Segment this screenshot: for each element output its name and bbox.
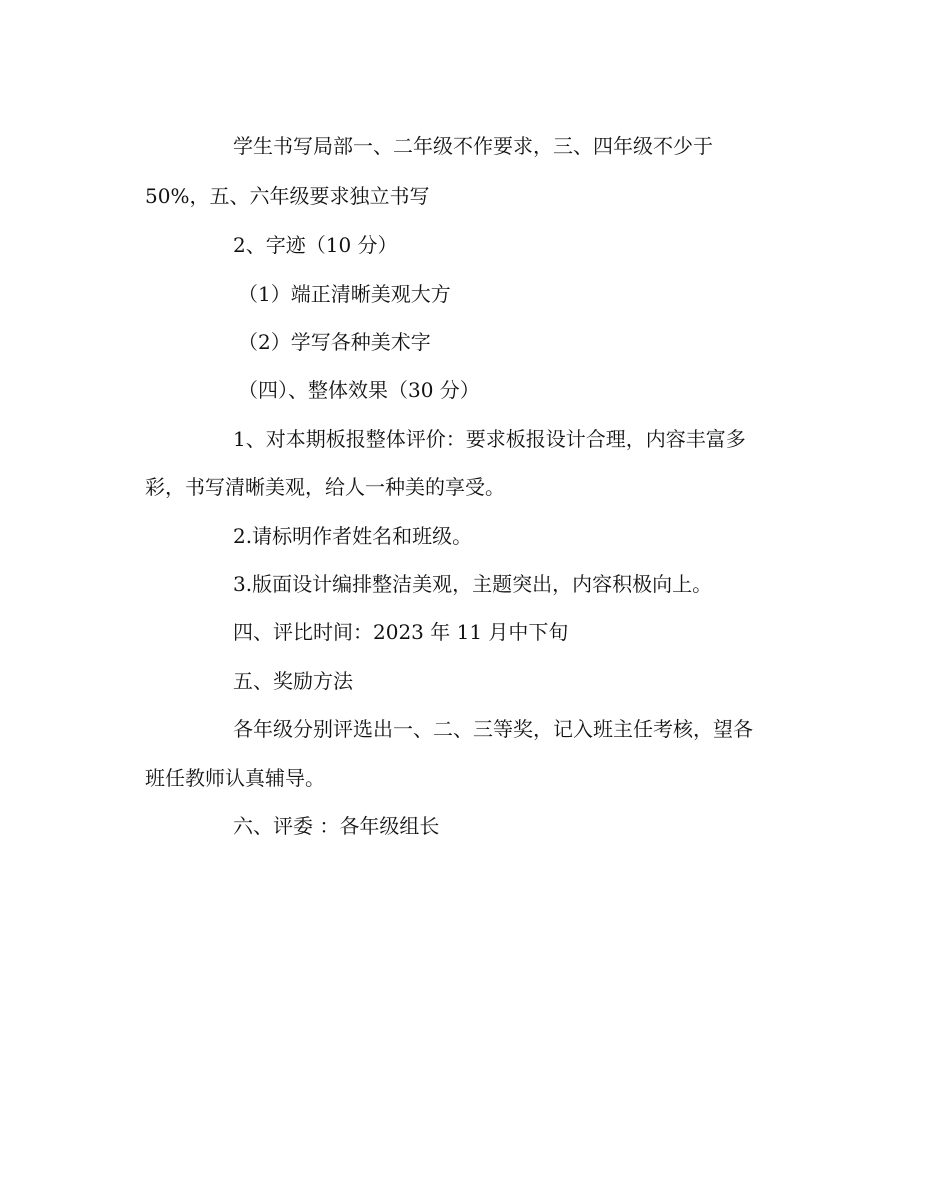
paragraph-line: 50%，五、六年级要求独立书写: [145, 184, 430, 208]
section-heading: 六、评委 ：各年级组长: [233, 814, 440, 838]
list-item: （2）学写各种美术字: [238, 330, 431, 354]
paragraph-line: 2.请标明作者姓名和班级。: [233, 524, 473, 548]
paragraph-line: 班任教师认真辅导。: [145, 766, 325, 790]
section-heading: 五、奖励方法: [233, 669, 353, 693]
section-heading: 四、评比时间：2023 年 11 月中下旬: [233, 620, 569, 644]
section-heading: 2、字迹（10 分）: [233, 233, 398, 257]
paragraph-line: 彩，书写清晰美观，给人一种美的享受。: [145, 475, 505, 499]
paragraph-line: 各年级分别评选出一、二、三等奖，记入班主任考核，望各: [233, 717, 753, 741]
paragraph-line: 1、对本期板报整体评价：要求板报设计合理，内容丰富多: [233, 427, 746, 451]
paragraph-line: 学生书写局部一、二年级不作要求，三、四年级不少于: [233, 134, 713, 158]
paragraph-line: 3.版面设计编排整洁美观，主题突出，内容积极向上。: [233, 572, 713, 596]
list-item: （1）端正清晰美观大方: [238, 282, 451, 306]
section-heading: （四）、整体效果（30 分）: [238, 378, 480, 402]
